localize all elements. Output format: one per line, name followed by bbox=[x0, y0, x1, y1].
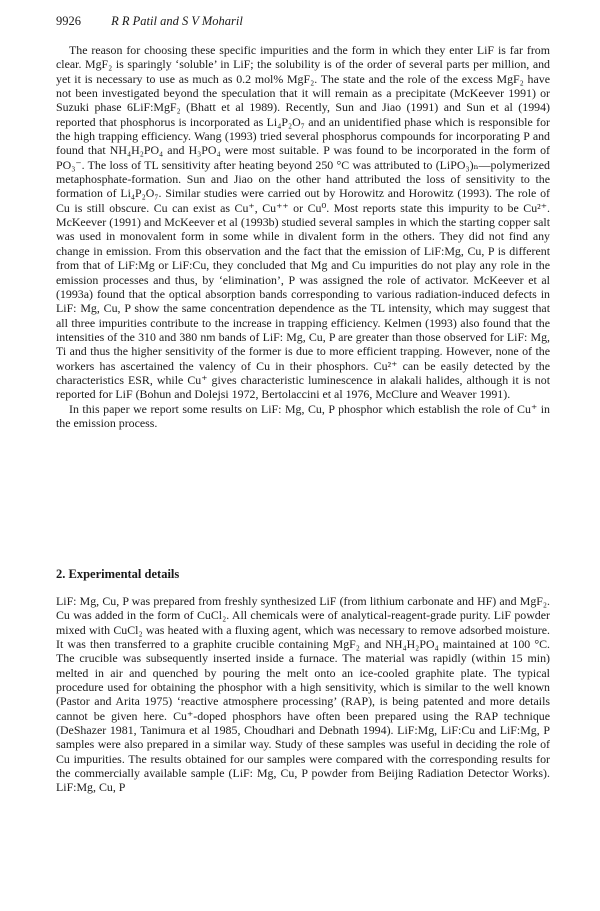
experimental-text bbox=[56, 594, 550, 795]
intro-text bbox=[56, 43, 550, 430]
paragraph: LiF: Mg, Cu, P was prepared from freshly synthesized LiF (from lithium carbonate and HF) and MgF₂. Cu was added in the form of CuCl₂. All chemicals were of analytical-reagent-grade purity. LiF powder mixed with CuCl₂ was heated with a fluxing agent, which was necessary to remove adsorbed moisture. It was then transferred to a graphite crucible containing MgF₂ and NH₄H₂PO₄ maintained at 100 °C. The crucible was subsequently inserted inside a furnace. The material was rapidly (within 15 min) melted in air and quenched by pouring the melt onto an ice-cooled graphite plate. The typical procedure used for obtaining the phosphor with a high sensitivity, which is similar to the well known (Pastor and Arita 1975) ‘reactive atmosphere processing’ (RAP), is being patented and more details cannot be given here. Cu⁺-doped phosphors have often been prepared using the RAP technique (DeShazer 1981, Tanimura et al 1985, Choudhari and Debnath 1994). LiF:Mg, LiF:Cu and LiF:Mg, P samples were also prepared in a similar way. Study of these samples was useful in deciding the role of Cu impurities. The results obtained for our samples were compared with the corresponding results for the commercially available sample (LiF: Mg, Cu, P powder from Beijing Radiation Detector Works). LiF:Mg, Cu, P bbox=[56, 594, 550, 795]
section-heading: 2. Experimental details bbox=[56, 567, 180, 581]
running-authors: R R Patil and S V Moharil bbox=[111, 14, 243, 28]
page-number: 9926 bbox=[56, 14, 81, 28]
paragraph: In this paper we report some results on LiF: Mg, Cu, P phosphor which establish the role of Cu⁺ in the emission process. bbox=[56, 401, 550, 430]
paragraph: The reason for choosing these specific impurities and the form in which they enter LiF is far from clear. MgF₂ is sparingly ‘soluble’ in LiF; the solubility is of the order of several parts per million, and yet it is necessary to use as much as 0.2 mol% MgF₂. The state and the role of the excess MgF₂ have not been investigated beyond the speculation that it will remain as a precipitate (McKeever 1991) or Suzuki phase 6LiF:MgF₂ (Bhatt et al 1989). Recently, Sun and Jiao (1991) and Sun et al (1994) reported that phosphorus is incorporated as Li₄P₂O₇ and an unidentified phase which is responsible for the high trapping efficiency. Wang (1993) tried several phosphorus compounds for incorporating P and found that NH₄H₂PO₄ and H₃PO₄ were most suitable. P was found to be incorporated in the form of PO₃⁻. The loss of TL sensitivity after heating beyond 250 °C was attributed to (LiPO₃)ₙ—polymerized metaphosphate-formation. Sun and Jiao on the other hand attributed the loss of sensitivity to the formation of Li₄P₂O₇. Similar studies were carried out by Horowitz and Horowitz (1993). The role of Cu is still obscure. Cu can exist as Cu⁺, Cu⁺⁺ or Cu⁰. Most reports state this impurity to be Cu²⁺. McKeever (1991) and McKeever et al (1993b) studied several samples in which the starting copper salt was used in monovalent form in some while in divalent form in the others. They did not find any change in emission. From this observation and the fact that the emission of LiF:Mg, Cu, P is different from that of LiF:Mg or LiF:Cu, they concluded that Mg and Cu impurities do not play any role in the emission processes and thus, by ‘elimination’, P was assigned the role of activator. McKeever et al (1993a) found that the optical absorption bands corresponding to various radiation-induced defects in LiF: Mg, Cu, P show the same concentration dependence as the TL intensity, which may suggest that all three impurities contribute to the increase in trapping efficiency. Kelmen (1993) also found that the intensities of the 310 and 380 nm bands of LiF: Mg, Cu, P are greater than those observed for LiF: Mg, Ti and thus the higher sensitivity of the former is due to more efficient trapping. However, none of the workers has ascertained the valency of Cu in their phosphors. Cu²⁺ can be easily detected by the characteristics ESR, while Cu⁺ gives characteristic luminescence in alakali halides, although it is not reported for LiF (Bohun and Dolejsi 1972, Bertolaccini et al 1976, McClure and Weaver 1991). bbox=[56, 43, 550, 402]
running-header bbox=[56, 14, 560, 29]
